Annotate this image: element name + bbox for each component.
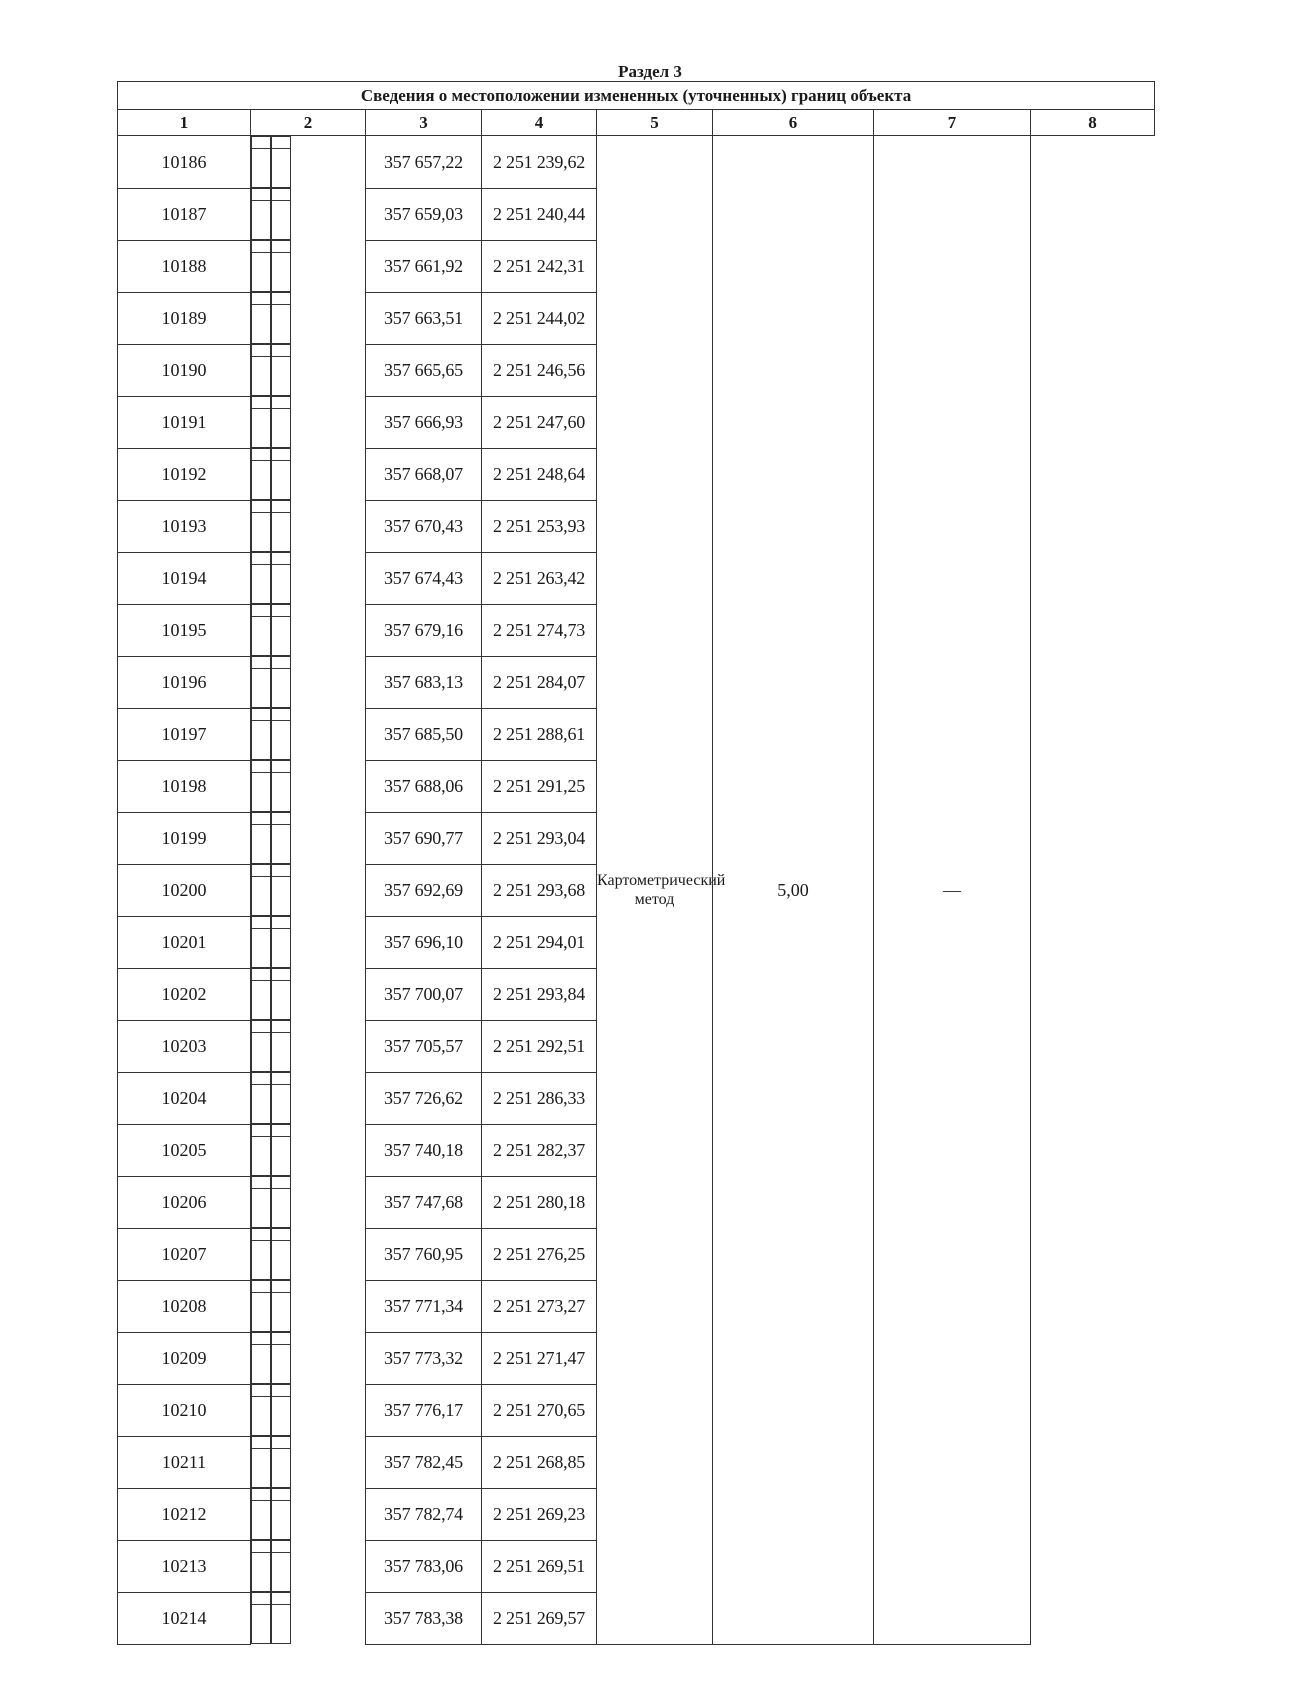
col2-dash-cell: — xyxy=(251,448,271,500)
col3-dash-cell: — xyxy=(271,1488,291,1540)
col3-dash-cell: — xyxy=(271,1384,291,1436)
point-number-cell: 10212 xyxy=(118,1488,251,1540)
point-number-cell: 10202 xyxy=(118,968,251,1020)
col3-dash-cell: — xyxy=(271,812,291,864)
x-coordinate-cell: 357 696,10 xyxy=(366,916,482,968)
point-number-cell: 10196 xyxy=(118,656,251,708)
col2-dash-cell: — xyxy=(251,1020,271,1072)
x-coordinate-cell: 357 663,51 xyxy=(366,292,482,344)
x-coordinate-cell: 357 659,03 xyxy=(366,188,482,240)
col2-dash-cell: — xyxy=(251,1072,271,1124)
y-coordinate-cell: 2 251 269,57 xyxy=(482,1592,597,1644)
col2-dash-cell: — xyxy=(251,1124,271,1176)
col2-dash-cell: — xyxy=(251,552,271,604)
y-coordinate-cell: 2 251 248,64 xyxy=(482,448,597,500)
x-coordinate-cell: 357 683,13 xyxy=(366,656,482,708)
point-number-cell: 10200 xyxy=(118,864,251,916)
col2-dash-cell: — xyxy=(251,500,271,552)
x-coordinate-cell: 357 783,06 xyxy=(366,1540,482,1592)
col2-dash-cell: — xyxy=(251,812,271,864)
y-coordinate-cell: 2 251 288,61 xyxy=(482,708,597,760)
point-number-cell: 10192 xyxy=(118,448,251,500)
x-coordinate-cell: 357 747,68 xyxy=(366,1176,482,1228)
col2-dash-cell: — xyxy=(251,656,271,708)
col2-dash-cell: — xyxy=(251,344,271,396)
col2-dash-cell: — xyxy=(251,604,271,656)
col2-dash-cell: — xyxy=(251,240,271,292)
col2-dash-cell: — xyxy=(251,396,271,448)
col3-dash-cell: — xyxy=(271,292,291,344)
y-coordinate-cell: 2 251 291,25 xyxy=(482,760,597,812)
point-number-cell: 10201 xyxy=(118,916,251,968)
point-number-cell: 10198 xyxy=(118,760,251,812)
column-number-8: 8 xyxy=(1031,110,1155,136)
y-coordinate-cell: 2 251 268,85 xyxy=(482,1436,597,1488)
col3-dash-cell: — xyxy=(271,1540,291,1592)
x-coordinate-cell: 357 685,50 xyxy=(366,708,482,760)
col3-dash-cell: — xyxy=(271,864,291,916)
y-coordinate-cell: 2 251 271,47 xyxy=(482,1332,597,1384)
x-coordinate-cell: 357 700,07 xyxy=(366,968,482,1020)
point-number-cell: 10208 xyxy=(118,1280,251,1332)
point-number-cell: 10195 xyxy=(118,604,251,656)
x-coordinate-cell: 357 674,43 xyxy=(366,552,482,604)
col2-dash-cell: — xyxy=(251,1280,271,1332)
x-coordinate-cell: 357 776,17 xyxy=(366,1384,482,1436)
col3-dash-cell: — xyxy=(271,760,291,812)
col3-dash-cell: — xyxy=(271,1176,291,1228)
point-number-cell: 10194 xyxy=(118,552,251,604)
point-number-cell: 10197 xyxy=(118,708,251,760)
y-coordinate-cell: 2 251 293,68 xyxy=(482,864,597,916)
point-number-cell: 10209 xyxy=(118,1332,251,1384)
point-number-cell: 10199 xyxy=(118,812,251,864)
column-number-row xyxy=(118,110,1155,136)
x-coordinate-cell: 357 760,95 xyxy=(366,1228,482,1280)
col3-dash-cell: — xyxy=(271,240,291,292)
col3-dash-cell: — xyxy=(271,1228,291,1280)
section-title: Раздел 3 xyxy=(618,62,682,81)
point-number-cell: 10190 xyxy=(118,344,251,396)
col3-dash-cell: — xyxy=(271,916,291,968)
y-coordinate-cell: 2 251 269,51 xyxy=(482,1540,597,1592)
x-coordinate-cell: 357 668,07 xyxy=(366,448,482,500)
col3-dash-cell: — xyxy=(271,448,291,500)
y-coordinate-cell: 2 251 246,56 xyxy=(482,344,597,396)
y-coordinate-cell: 2 251 247,60 xyxy=(482,396,597,448)
x-coordinate-cell: 357 670,43 xyxy=(366,500,482,552)
y-coordinate-cell: 2 251 269,23 xyxy=(482,1488,597,1540)
col2-dash-cell: — xyxy=(251,1332,271,1384)
col2-dash-cell: — xyxy=(251,1592,271,1644)
table-row xyxy=(118,136,1155,189)
x-coordinate-cell: 357 692,69 xyxy=(366,864,482,916)
point-number-cell: 10193 xyxy=(118,500,251,552)
column-number-3: 3 xyxy=(366,110,482,136)
point-number-cell: 10186 xyxy=(118,136,251,189)
col3-dash-cell: — xyxy=(271,500,291,552)
y-coordinate-cell: 2 251 240,44 xyxy=(482,188,597,240)
col2-dash-cell: — xyxy=(251,1176,271,1228)
col3-dash-cell: — xyxy=(271,1332,291,1384)
y-coordinate-cell: 2 251 239,62 xyxy=(482,136,597,189)
column-number-4: 4 xyxy=(482,110,597,136)
col2-dash-cell: — xyxy=(251,1436,271,1488)
col3-dash-cell: — xyxy=(271,344,291,396)
table-caption: Сведения о местоположении измененных (уточненных) границ объекта xyxy=(118,82,1155,110)
y-coordinate-cell: 2 251 284,07 xyxy=(482,656,597,708)
y-coordinate-cell: 2 251 286,33 xyxy=(482,1072,597,1124)
col3-dash-cell: — xyxy=(271,1072,291,1124)
point-number-cell: 10213 xyxy=(118,1540,251,1592)
x-coordinate-cell: 357 773,32 xyxy=(366,1332,482,1384)
x-coordinate-cell: 357 690,77 xyxy=(366,812,482,864)
col3-dash-cell: — xyxy=(271,708,291,760)
col3-dash-cell: — xyxy=(271,188,291,240)
col3-dash-cell: — xyxy=(271,1436,291,1488)
point-number-cell: 10191 xyxy=(118,396,251,448)
x-coordinate-cell: 357 688,06 xyxy=(366,760,482,812)
x-coordinate-cell: 357 661,92 xyxy=(366,240,482,292)
point-number-cell: 10206 xyxy=(118,1176,251,1228)
point-number-cell: 10188 xyxy=(118,240,251,292)
column-number-6: 6 xyxy=(713,110,874,136)
y-coordinate-cell: 2 251 270,65 xyxy=(482,1384,597,1436)
x-coordinate-cell: 357 666,93 xyxy=(366,396,482,448)
x-coordinate-cell: 357 665,65 xyxy=(366,344,482,396)
point-number-cell: 10205 xyxy=(118,1124,251,1176)
col3-dash-cell: — xyxy=(271,656,291,708)
col3-dash-cell: — xyxy=(271,552,291,604)
x-coordinate-cell: 357 679,16 xyxy=(366,604,482,656)
x-coordinate-cell: 357 782,45 xyxy=(366,1436,482,1488)
y-coordinate-cell: 2 251 253,93 xyxy=(482,500,597,552)
point-number-cell: 10210 xyxy=(118,1384,251,1436)
y-coordinate-cell: 2 251 292,51 xyxy=(482,1020,597,1072)
column-number-5: 5 xyxy=(597,110,713,136)
accuracy-cell: 5,00 xyxy=(713,136,874,1645)
col2-dash-cell: — xyxy=(251,188,271,240)
x-coordinate-cell: 357 740,18 xyxy=(366,1124,482,1176)
col3-dash-cell: — xyxy=(271,1592,291,1644)
point-number-cell: 10214 xyxy=(118,1592,251,1644)
point-number-cell: 10203 xyxy=(118,1020,251,1072)
column-number-2: 2 xyxy=(251,110,366,136)
col2-dash-cell: — xyxy=(251,1540,271,1592)
y-coordinate-cell: 2 251 273,27 xyxy=(482,1280,597,1332)
col3-dash-cell: — xyxy=(271,136,291,188)
col3-dash-cell: — xyxy=(271,968,291,1020)
col2-dash-cell: — xyxy=(251,1228,271,1280)
x-coordinate-cell: 357 705,57 xyxy=(366,1020,482,1072)
point-number-cell: 10204 xyxy=(118,1072,251,1124)
y-coordinate-cell: 2 251 244,02 xyxy=(482,292,597,344)
y-coordinate-cell: 2 251 242,31 xyxy=(482,240,597,292)
x-coordinate-cell: 357 782,74 xyxy=(366,1488,482,1540)
col3-dash-cell: — xyxy=(271,1124,291,1176)
y-coordinate-cell: 2 251 294,01 xyxy=(482,916,597,968)
col2-dash-cell: — xyxy=(251,1488,271,1540)
column-number-1: 1 xyxy=(118,110,251,136)
col2-dash-cell: — xyxy=(251,760,271,812)
col3-dash-cell: — xyxy=(271,604,291,656)
method-cell: Картометрический метод xyxy=(597,136,713,1645)
col2-dash-cell: — xyxy=(251,1384,271,1436)
point-number-cell: 10187 xyxy=(118,188,251,240)
col2-dash-cell: — xyxy=(251,864,271,916)
x-coordinate-cell: 357 657,22 xyxy=(366,136,482,189)
col3-dash-cell: — xyxy=(271,1280,291,1332)
x-coordinate-cell: 357 726,62 xyxy=(366,1072,482,1124)
y-coordinate-cell: 2 251 293,04 xyxy=(482,812,597,864)
y-coordinate-cell: 2 251 276,25 xyxy=(482,1228,597,1280)
point-number-cell: 10207 xyxy=(118,1228,251,1280)
x-coordinate-cell: 357 771,34 xyxy=(366,1280,482,1332)
col3-dash-cell: — xyxy=(271,1020,291,1072)
col2-dash-cell: — xyxy=(251,916,271,968)
col2-dash-cell: — xyxy=(251,708,271,760)
column-number-7: 7 xyxy=(874,110,1031,136)
col2-dash-cell: — xyxy=(251,968,271,1020)
y-coordinate-cell: 2 251 280,18 xyxy=(482,1176,597,1228)
col2-dash-cell: — xyxy=(251,292,271,344)
col3-dash-cell: — xyxy=(271,396,291,448)
x-coordinate-cell: 357 783,38 xyxy=(366,1592,482,1644)
y-coordinate-cell: 2 251 263,42 xyxy=(482,552,597,604)
y-coordinate-cell: 2 251 293,84 xyxy=(482,968,597,1020)
boundary-table xyxy=(117,81,1155,1645)
y-coordinate-cell: 2 251 274,73 xyxy=(482,604,597,656)
y-coordinate-cell: 2 251 282,37 xyxy=(482,1124,597,1176)
col8-cell: — xyxy=(874,136,1031,1645)
point-number-cell: 10211 xyxy=(118,1436,251,1488)
point-number-cell: 10189 xyxy=(118,292,251,344)
col2-dash-cell: — xyxy=(251,136,271,188)
